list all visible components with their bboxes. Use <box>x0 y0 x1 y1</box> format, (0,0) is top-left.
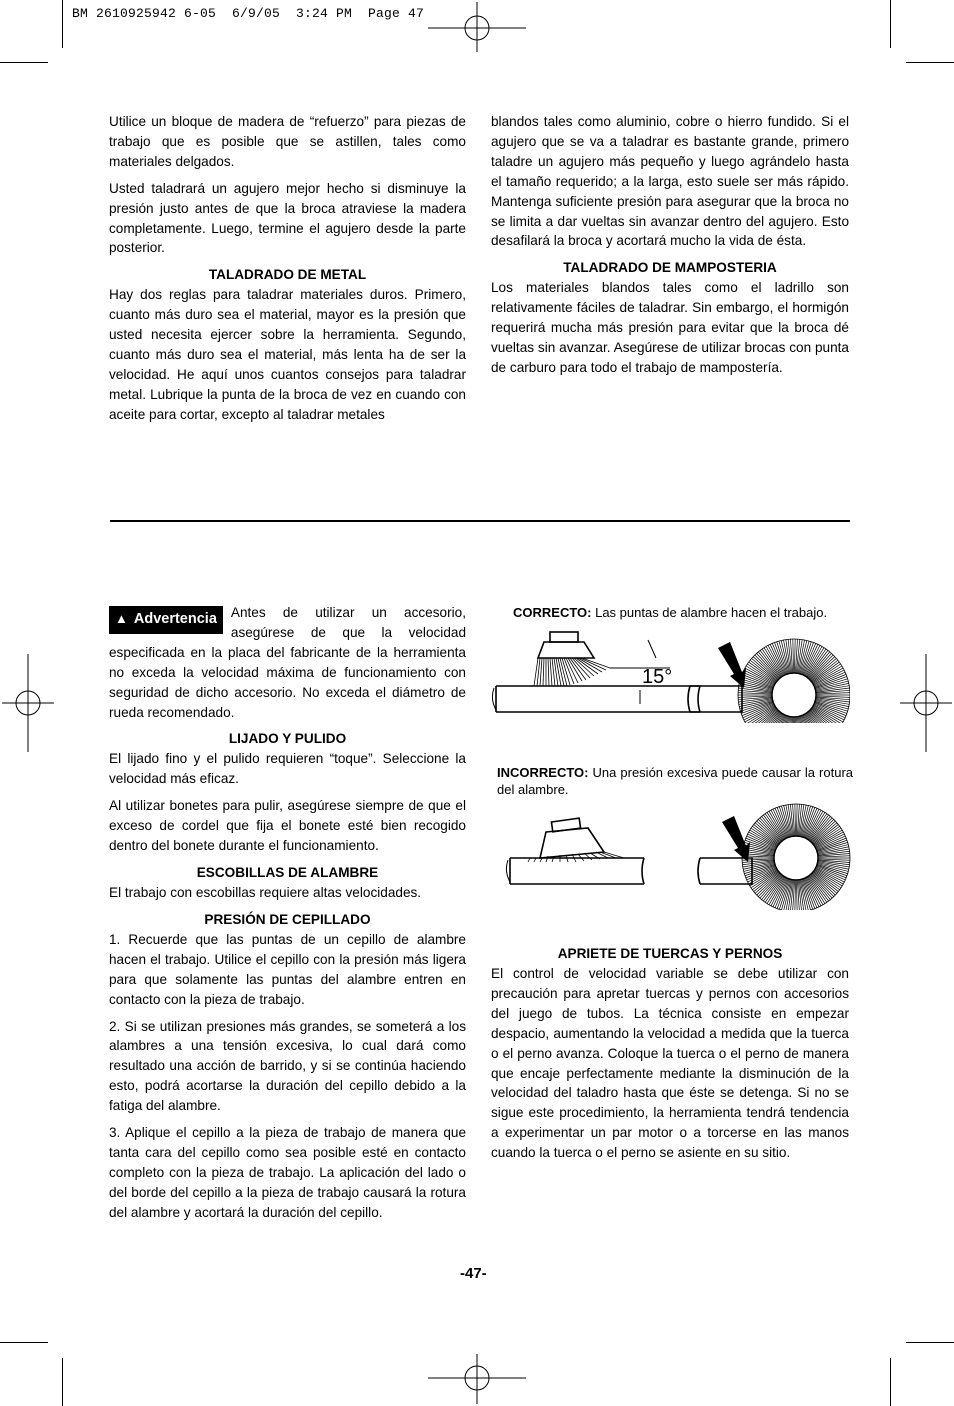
correct-text: Las puntas de alambre hacen el trabajo. <box>591 605 828 620</box>
paragraph: 2. Si se utilizan presiones más grandes, se someterá a los alambres a una tensión excesiva, lo cual dará como resultado una acción de barrido, y si se continúa haciendo esto, podrá acortarse la duración del cepillo debido a la fatiga del alambre. <box>109 1018 466 1114</box>
paragraph: Utilice un bloque de madera de “refuerzo” para piezas de trabajo que es posible que se astillen, tales como materiales delgados. <box>109 114 466 169</box>
warning-text: Antes de utilizar un accesorio, asegúrese de que la velocidad especificada en la placa del fabricante de la herramienta no exceda la velocidad máxima de funcionamiento con seguridad de dicho accesorio. No exceda el diámetro de rueda recomendado. <box>109 605 466 720</box>
incorrect-label: INCORRECTO: <box>497 765 589 780</box>
warning-label: Advertencia <box>133 611 217 627</box>
correct-caption <box>513 604 853 621</box>
paragraph: Los materiales blandos tales como el ladrillo son relativamente fáciles de taladrar. Sin embargo, el hormigón requerirá mucha más presión para evitar que la broca dé vueltas sin avanzar. Asegúrese de utilizar brocas con punta de carburo para todo el trabajo de mampostería. <box>491 280 849 375</box>
top-right-column <box>491 112 849 378</box>
paragraph: Hay dos reglas para taladrar materiales duros. Primero, cuanto más duro sea el material, mayor es la presión que usted necesita ejercer sobre la herramienta. Segundo, cuanto más duro sea el material, más lenta ha de ser la velocidad. He aquí unos cuantos consejos para taladrar metal. Lubrique la punta de la broca de vez en cuando con aceite para cortar, excepto al taladrar metales <box>109 287 466 422</box>
section-heading: PRESIÓN DE CEPILLADO <box>204 911 371 927</box>
section-heading: LIJADO Y PULIDO <box>228 731 347 747</box>
paragraph: 3. Aplique el cepillo a la pieza de trabajo de manera que tanta cara del cepillo como sea posible esté en contacto completo con la pieza de trabajo. La aplicación del lado o del borde del cepillo a la pieza de trabajo causará la rotura del alambre y acortará la duración del cepillo. <box>109 1125 466 1220</box>
section-heading: ESCOBILLAS DE ALAMBRE <box>196 864 379 880</box>
correct-label: CORRECTO: <box>513 605 592 620</box>
top-left-column <box>109 112 466 425</box>
correct-brush-illustration <box>490 628 850 723</box>
warning-badge <box>109 606 223 634</box>
incorrect-brush-illustration <box>500 800 860 910</box>
paragraph: Usted taladrará un agujero mejor hecho si disminuye la presión justo antes de que la broca atraviese la madera completamente. Luego, termine el agujero desde la parte posterior. <box>109 180 466 256</box>
section-heading: TALADRADO DE MAMPOSTERIA <box>563 260 777 276</box>
incorrect-text: Una presión excesiva puede causar la rotura del alambre. <box>497 765 853 797</box>
pressure-arrow-icon <box>718 642 746 688</box>
bottom-right-column <box>491 944 849 1163</box>
paragraph: 1. Recuerde que las puntas de un cepillo de alambre hacen el trabajo. Utilice el cepillo con la presión más ligera para que solamente las puntas del alambre entren en contacto con la pieza de trabajo. <box>109 931 466 1007</box>
paragraph: blandos tales como aluminio, cobre o hierro fundido. Si el agujero que se va a taladrar es bastante grande, primero taladre un agujero más pequeño y luego agrándelo hasta el tamaño requerido; a la larga, esto suele ser más rápido. Mantenga suficiente presión para asegurar que la broca no se limita a dar vueltas sin avanzar dentro del agujero. Esto desafilará la broca y acortará mucho la vida de ésta. <box>491 114 849 249</box>
section-divider <box>110 520 850 522</box>
page-number: -47- <box>460 1265 487 1282</box>
section-heading: TALADRADO DE METAL <box>208 267 367 283</box>
bottom-left-column <box>109 603 466 1223</box>
section-heading: APRIETE DE TUERCAS Y PERNOS <box>557 946 783 961</box>
paragraph: El control de velocidad variable se debe utilizar con precaución para apretar tuercas y pernos con accesorios del juego de tubos. La técnica consiste en empezar despacio, aumentando la velocidad a medida que la tuerca o el perno avanza. Coloque la tuerca o el perno de manera que encaje perfectamente mediante la disminución de la velocidad del taladro hasta que éste se detenga. Si no se sigue este procedimiento, la herramienta tendrá tendencia a experimentar un par motor o a torcerse en las manos cuando la tuerca o el perno se asiente en su sitio. <box>491 966 849 1161</box>
angle-label: 15° <box>642 666 673 688</box>
paragraph: El trabajo con escobillas requiere altas velocidades. <box>109 884 422 900</box>
warning-icon: ▲ <box>115 611 128 626</box>
incorrect-caption <box>497 764 853 798</box>
paragraph: El lijado fino y el pulido requieren “toque”. Seleccione la velocidad más eficaz. <box>109 751 466 787</box>
paragraph: Al utilizar bonetes para pulir, asegúrese siempre de que el exceso de cordel que fija el bonete esté bien recogido dentro del bonete durante el funcionamiento. <box>109 798 466 854</box>
print-slug: BM 2610925942 6-05 6/9/05 3:24 PM Page 47 <box>72 6 425 21</box>
